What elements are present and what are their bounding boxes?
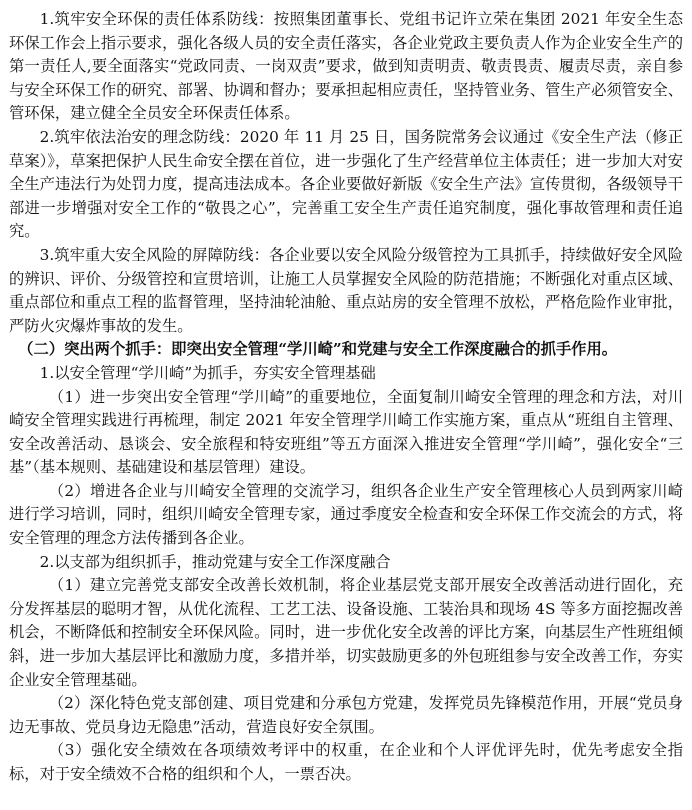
paragraph-responsibility-system: 1.筑牢安全环保的责任体系防线：按照集团董事长、党组书记许立荣在集团 2021 年安全生态环保工作会上指示要求，强化各级人员的安全责任落实，各企业党政主要负责人作为企业安全生产的第一责任人,要全面落实“党政同责、一岗双责”要求，做到知责明责、敬责畏责、履责尽责，亲自参与安全环保工作的研究、部署、协调和督办；要承担起相应责任，坚持管业务、管生产必须管安全、管环保，建立健全全员安全环保责任体系。 (9, 10, 683, 123)
item-kawasaki-importance: （1）进一步突出安全管理“学川崎”的重要地位，全面复制川崎安全管理的理念和方法，对川崎安全管理实践进行再梳理，制定 2021 年安全管理学川崎工作实施方案，重点从“班组自主管理、安全改善活动、恳谈会、安全旅程和特安班组”等五方面深入推进安全管理“学川崎”，强化安全“三基”（基本规则、基础建设和基层管理）建设。 (9, 387, 683, 477)
item-improvement-mechanism: （1）建立完善党支部安全改善长效机制，将企业基层党支部开展安全改善活动进行固化，充分发挥基层的聪明才智，从优化流程、工艺工法、设备设施、工装治具和现场 4S 等多方面挖掘改善机会，不断降低和控制安全环保风险。同时，进一步优化安全改善的评比方案，向基层生产性班组倾斜，进一步加大基层评比和激励力度，多措并举，切实鼓励更多的外包班组参与安全改善工作，夯实企业安全管理基础。 (9, 576, 683, 689)
item-safety-performance-weight: （3）强化安全绩效在各项绩效考评中的权重，在企业和个人评优评先时，优先考虑安全指标，对于安全绩效不合格的组织和个人，一票否决。 (9, 741, 683, 783)
item-party-branch-building: （2）深化特色党支部创建、项目党建和分承包方党建，发挥党员先锋模范作用，开展“党员身边无事故、党员身边无隐患”活动，营造良好安全氛围。 (9, 694, 683, 736)
subheading-learn-kawasaki: 1.以安全管理“学川崎”为抓手，夯实安全管理基础 (39, 363, 376, 382)
paragraph-major-risk-barrier: 3.筑牢重大安全风险的屏障防线：各企业要以安全风险分级管控为工具抓手，持续做好安全风险的辨识、评价、分级管控和宣贯培训，让施工人员掌握安全风险的防范措施；不断强化对重点区域、重点部位和重点工程的监督管理，坚持油轮油舱、重点站房的安全管理不放松，严格危险作业审批，严防火灾爆炸事故的发生。 (9, 245, 683, 335)
subheading-party-branch: 2.以支部为组织抓手，推动党建与安全工作深度融合 (39, 552, 391, 571)
item-kawasaki-exchange: （2）增进各企业与川崎安全管理的交流学习，组织各企业生产安全管理核心人员到两家川崎进行学习培训，同时，组织川崎安全管理专家，通过季度安全检查和安全环保工作交流会的方式，将安全管理的理念方法传播到各企业。 (9, 481, 683, 548)
paragraph-rule-of-law: 2.筑牢依法治安的理念防线：2020 年 11 月 25 日，国务院常务会议通过《安全生产法（修正草案）》，草案把保护人民生命安全摆在首位，进一步强化了生产经营单位主体责任；进一步加大对安全生产违法行为处罚力度，提高违法成本。各企业要做好新版《安全生产法》宣传贯彻，各级领导干部进一步增强对安全工作的“敬畏之心”，完善重工安全生产责任追究制度，强化事故管理和责任追究。 (9, 127, 683, 241)
section-heading-two-levers: （二）突出两个抓手：即突出安全管理“学川崎”和党建与安全工作深度融合的抓手作用。 (18, 340, 618, 359)
